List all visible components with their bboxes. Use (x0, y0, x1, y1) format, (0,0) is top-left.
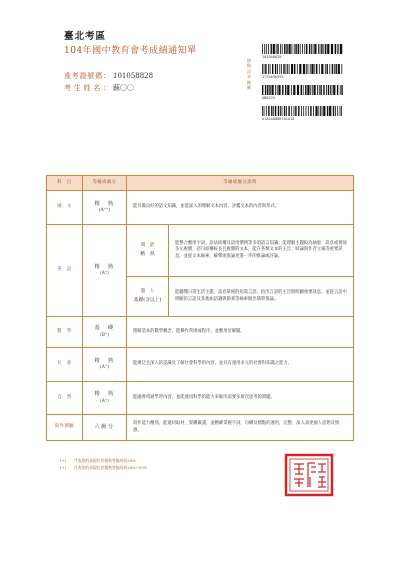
level-text: 精 熟 (94, 391, 115, 398)
level-cell (83, 317, 127, 348)
level-text: 基 礎 (94, 325, 115, 332)
district: 臺北考區 (64, 31, 107, 42)
barcode-1 (262, 44, 344, 59)
level-code: (A⁺) (100, 271, 109, 276)
level-code: (B⁺) (100, 332, 109, 338)
barcode-4 (262, 106, 344, 121)
description-cell: 寫作能力精熟，能適切取材，架構嚴謹，並精確掌握字詞，句構及標點的運用，完整、深入表達個人思想及情感。 (127, 415, 354, 441)
barcode-text: 101058828 (262, 54, 282, 59)
barcode-text: 1725656592 (262, 74, 284, 79)
exam-id-row (64, 71, 153, 81)
description-cell: 能整合應用字詞、語法結構及語用慣例等多項語言知識；能理解主題較為抽象、訊息或情境多元複雜、語句結構較長且複雜的文本，能在各類文本的主旨、結論與作者立場等重要訊息，並從文本線索，解釋或推論更進一步的推論或評論。 (169, 225, 354, 277)
barcode-2 (262, 64, 344, 79)
level-cell (83, 191, 127, 225)
table-row (47, 225, 354, 277)
barcode-3 (262, 85, 344, 100)
subject-cell: 自 然 (47, 382, 83, 415)
note-mark: (+) (60, 458, 67, 463)
level-cell (83, 382, 127, 415)
document-title: 104年國中教育會考成績通知單 (64, 46, 197, 56)
watermark-barcode-label: 防偽浮水條碼 (246, 58, 252, 91)
subject-cell: 英 語 (47, 225, 83, 317)
exam-id: 101058828 (113, 72, 154, 80)
student-name: 蘇〇〇 (113, 84, 134, 92)
description-cell: 能融會貫通學習內容，並能運用科學的能力來解決需要多層次思考的問題。 (127, 382, 354, 415)
level-text: 精 熟 (94, 357, 115, 364)
barcode-text: A1A1A0B0B7A1A16 (262, 116, 295, 121)
note-2 (60, 465, 147, 472)
sub-level-cell (127, 277, 169, 317)
header-subject: 科 目 (47, 176, 83, 191)
table-row (47, 382, 354, 415)
exam-id-label: 准考證號碼： (64, 72, 110, 80)
barcode-icon (262, 44, 344, 54)
level-code: (A⁺) (100, 365, 109, 370)
table-row (47, 191, 354, 225)
level-code: (A⁺) (100, 398, 109, 404)
subject-cell: 國 文 (47, 191, 83, 225)
sub-level: 基礎(含以上) (133, 297, 162, 303)
subject-cell: 寫作測驗 (47, 415, 83, 441)
sub-level: 精 熟 (140, 251, 155, 257)
description-cell: 理解基本的數學概念，能操作常則或程序，並應用於解題。 (127, 317, 354, 348)
barcode-icon (262, 106, 344, 116)
level-text: 六級分 (94, 423, 115, 430)
table-header-row (47, 176, 354, 191)
table-row (47, 317, 354, 348)
description-cell: 能聽懂日常生活主題、訊息單純的短篇言語，指出言語的主旨與明顯重要訊息，並從言語中明顯的言語及其他如語調與節奏等線索做出簡單推論。 (169, 277, 354, 317)
note-text: 代表您的表現位於精熟等級的前25% (74, 458, 136, 463)
header-level: 等級或級分 (83, 176, 127, 191)
level-text: 精 熟 (94, 263, 115, 270)
description-cell: 能具備良好的語文知識，並能深入的理解文本內容，評鑑文本的內容與形式。 (127, 191, 354, 225)
official-seal-icon (283, 452, 335, 498)
results-table (46, 175, 354, 441)
header-description: 等級或級分說明 (127, 176, 354, 191)
name-label: 考生姓名： (64, 84, 110, 92)
description-cell: 能廣泛且深入的認識及了解社會科學的內容，並具有運用多元的社會科知識之能力。 (127, 348, 354, 382)
table-row (47, 348, 354, 382)
level-code: (A⁺⁺) (99, 208, 110, 213)
sub-label: 閱 讀 (141, 243, 154, 249)
sub-level-cell (127, 225, 169, 277)
level-text: 精 熟 (94, 200, 115, 207)
name-row (64, 83, 134, 93)
subject-cell: 數 學 (47, 317, 83, 348)
subject-cell: 社 會 (47, 348, 83, 382)
level-cell (83, 225, 127, 317)
level-cell (83, 348, 127, 382)
notes (60, 458, 147, 471)
sub-label: 聽 力 (141, 289, 154, 295)
note-text: 代表您的表現位於精熟等級的前26%~50% (74, 464, 148, 470)
barcode-icon (262, 85, 344, 95)
table-row (47, 415, 354, 441)
barcode-icon (262, 64, 344, 74)
barcode-text: AB0225 (262, 95, 275, 100)
level-cell (83, 415, 127, 441)
note-mark: (+) (60, 464, 67, 470)
